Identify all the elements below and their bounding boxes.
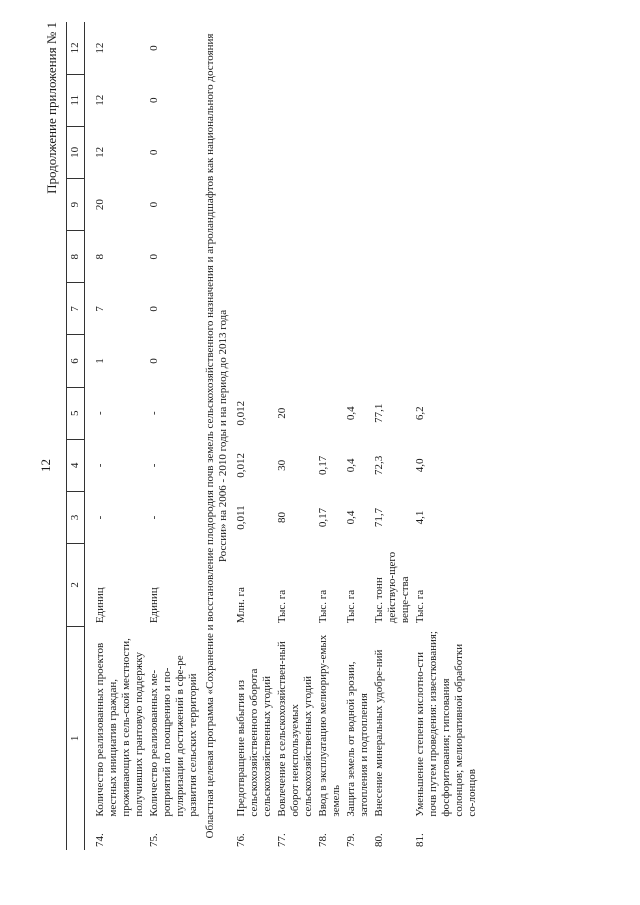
row-value [413,335,480,387]
row-value [344,126,372,178]
row-name: Защита земель от водной эрозии, затопления и подтопления [345,661,370,817]
row-value [372,179,413,231]
row-value: 8 [94,253,106,260]
row-unit: Тыс. тонн действую-щего веще-ства [373,551,411,624]
header-cell: 3 [67,491,85,543]
row-value [344,283,372,335]
row-value: - [94,515,106,520]
header-cell: 12 [67,22,85,74]
row-number: 79. [345,833,357,847]
header-cell: 1 [67,626,85,850]
row-value [372,22,413,74]
row-number: 80. [373,833,385,847]
row-name: Уменьшение степени кислотно-сти почв путем проведения: известкования; фосфоритования; гипсования солонцов; мелиоративной обработки со-лонцов [414,631,478,817]
row-value: 71,7 [373,507,385,528]
row-unit: Тыс. га [345,589,357,624]
row-name: Предотвращение выбытия из сельскохозяйственного оборота сельскохозяйственных угодий [235,668,273,817]
row-value: 4,1 [414,510,426,525]
row-value: - [148,463,160,468]
row-unit: Единиц [94,587,106,624]
header-cell: 10 [67,126,85,178]
row-value [372,231,413,283]
row-value [344,335,372,387]
row-number: 75. [148,833,160,847]
page-number: 12 [38,459,53,472]
row-value: 0,4 [345,406,357,421]
row-unit: Единиц [148,587,160,624]
row-value: 0 [148,149,160,156]
table-row [413,22,480,850]
row-name: Вовлечение в сельскохозяйствен-ный оборот неиспользуемых сельскохозяйственных угодий [276,641,314,817]
header-cell: 8 [67,231,85,283]
table-row [316,22,344,850]
continuation-title: Продолжение приложения № 1 [44,22,59,194]
header-cell: 9 [67,179,85,231]
table-row [275,22,316,850]
row-number: 76. [235,833,247,847]
row-value: 0,4 [345,458,357,473]
row-value [234,22,275,74]
program-title-row [201,22,234,850]
row-value [275,179,316,231]
row-value: 0 [148,201,160,208]
row-value [372,283,413,335]
row-value: 0 [148,306,160,312]
row-value: 7 [94,306,106,312]
table-row [372,22,413,850]
row-value [275,22,316,74]
row-value: 0 [148,358,160,364]
row-value [234,179,275,231]
row-value [234,283,275,335]
row-value: - [94,411,106,416]
row-unit: Тыс. га [414,589,426,624]
row-number: 77. [276,833,288,847]
row-value: 0,17 [317,455,329,475]
row-unit: Тыс. га [276,589,288,624]
row-value: 1 [94,358,106,364]
row-unit: Млн. га [235,587,247,624]
row-value: 0 [148,253,160,260]
row-name: Количество реализованных проектов местных инициатив граждан, проживающих в сель-ской местности, получивших грантовую поддержку [94,638,145,817]
header-cell: 4 [67,439,85,491]
row-value: 4,0 [414,458,426,473]
row-value: 20 [276,407,288,419]
row-value [234,231,275,283]
row-value: 0,17 [317,507,329,528]
row-value: 30 [276,459,288,471]
row-value [275,74,316,126]
indicators-table [66,22,480,850]
header-cell: 7 [67,283,85,335]
row-value [344,74,372,126]
row-value [413,74,480,126]
row-number: 78. [317,833,329,847]
table-header-row [67,22,85,850]
row-value [316,126,344,178]
row-value: 0 [148,97,160,104]
row-value: 72,3 [373,455,385,475]
row-value: 12 [94,146,106,158]
row-value [275,231,316,283]
row-value [234,74,275,126]
row-value: - [148,411,160,416]
row-value [316,179,344,231]
row-value [275,126,316,178]
row-value [316,74,344,126]
row-value: 0 [148,45,160,51]
row-name: Внесение минеральных удобре-ний [373,649,385,817]
row-value: - [148,515,160,520]
row-value [234,335,275,387]
row-value [372,335,413,387]
table-row [344,22,372,850]
row-value: 0,4 [345,510,357,525]
row-value [413,179,480,231]
row-unit: Тыс. га [317,589,329,624]
header-cell: 2 [67,544,85,627]
row-value [413,22,480,74]
header-cell: 5 [67,387,85,439]
row-value [316,335,344,387]
row-value [344,179,372,231]
row-value [234,126,275,178]
row-value: 0,011 [235,505,247,530]
row-value [413,231,480,283]
row-value: - [94,463,106,468]
row-number: 74. [94,833,106,847]
row-value [372,126,413,178]
table-row [147,22,201,850]
header-cell: 6 [67,335,85,387]
row-value [316,283,344,335]
row-value [316,387,344,439]
row-name: Ввод в эксплуатацию мелиориру-емых земель [317,634,342,817]
table-row [234,22,275,850]
row-value [413,283,480,335]
row-value: 12 [94,94,106,106]
row-value [275,283,316,335]
row-value [372,74,413,126]
row-value: 0,012 [235,452,247,478]
row-value: 77,1 [373,403,385,423]
row-value: 20 [94,199,106,211]
row-value [344,231,372,283]
row-value: 0,012 [235,400,247,426]
row-value: 6,2 [414,406,426,421]
row-value: 12 [94,42,106,54]
row-value [275,335,316,387]
program-title: Областная целевая программа «Сохранение и восстановление плодородия почв земель сельскохозяйственного назначения и агроландшафтов как национального достояния России» на 2006 - 2010 годы и на период до 2013 года [204,33,229,839]
table-row [85,22,148,850]
row-value [344,22,372,74]
row-name: Количество реализованных ме-роприятий по поощрению и по-пуляризации достижений в сфе-ре развития сельских территорий [148,655,199,817]
row-value [413,126,480,178]
row-number: 81. [414,833,426,847]
row-value: 80 [276,512,288,524]
row-value [316,231,344,283]
row-value [316,22,344,74]
header-cell: 11 [67,74,85,126]
